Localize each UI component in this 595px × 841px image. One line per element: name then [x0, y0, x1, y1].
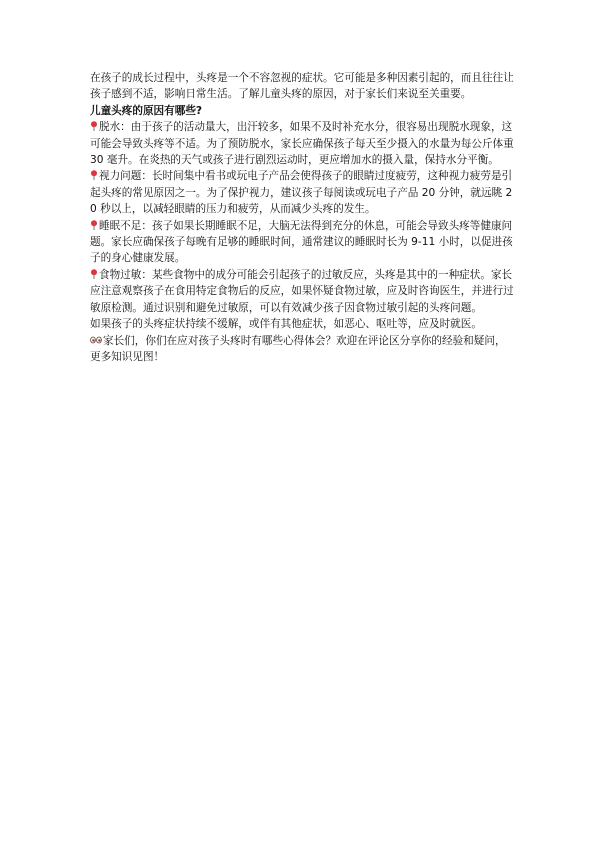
list-item-sleep: [90, 218, 515, 267]
cta-text: 家长们，你们在应对孩子头疼时有哪些心得体会？欢迎在评论区分享你的经验和疑问，更多知识见图！: [90, 334, 506, 363]
list-item-text: 视力问题：长时间集中看书或玩电子产品会使得孩子的眼睛过度疲劳，这种视力疲劳是引起头疼的常见原因之一。为了保护视力，建议孩子每阅读或玩电子产品 20 分钟，就远眺 20 秒以上，以减轻眼睛的压力和疲劳，从而减少头疼的发生。: [90, 170, 513, 216]
list-item-allergy: [90, 267, 515, 316]
article-body: [90, 70, 515, 365]
eyes-icon: [90, 335, 102, 345]
pin-icon: [90, 121, 98, 131]
closing-paragraph: 如果孩子的头疼症状持续不缓解，或伴有其他症状，如恶心、呕吐等，应及时就医。: [90, 318, 482, 331]
section-heading: 儿童头疼的原因有哪些?: [90, 104, 203, 117]
pin-icon: [90, 220, 98, 230]
cta-paragraph: [90, 333, 515, 366]
pin-icon: [90, 269, 98, 279]
list-item-text: 食物过敏：某些食物中的成分可能会引起孩子的过敏反应，头疼是其中的一种症状。家长应注意观察孩子在食用特定食物后的反应，如果怀疑食物过敏，应及时咨询医生，并进行过敏原检测。通过识别和避免过敏原，可以有效减少孩子因食物过敏引起的头疼问题。: [90, 268, 514, 314]
intro-paragraph: 在孩子的成长过程中，头疼是一个不容忽视的症状。它可能是多种因素引起的，而且往往让孩子感到不适，影响日常生活。了解儿童头疼的原因，对于家长们来说至关重要。: [90, 72, 514, 101]
list-item-text: 脱水：由于孩子的活动量大，出汗较多，如果不及时补充水分，很容易出现脱水现象，这可能会导致头疼等不适。为了预防脱水，家长应确保孩子每天至少摄入的水量为每公斤体重 30 毫升。在炎热的天气或孩子进行剧烈运动时，更应增加水的摄入量，保持水分平衡。: [90, 121, 514, 167]
list-item-vision: [90, 168, 515, 217]
pin-icon: [90, 170, 98, 180]
list-item-dehydration: [90, 119, 515, 168]
list-item-text: 睡眠不足：孩子如果长期睡眠不足，大脑无法得到充分的休息，可能会导致头疼等健康问题。家长应确保孩子每晚有足够的睡眠时间，通常建议的睡眠时长为 9-11 小时，以促进孩子的身心健康发展。: [90, 219, 513, 265]
